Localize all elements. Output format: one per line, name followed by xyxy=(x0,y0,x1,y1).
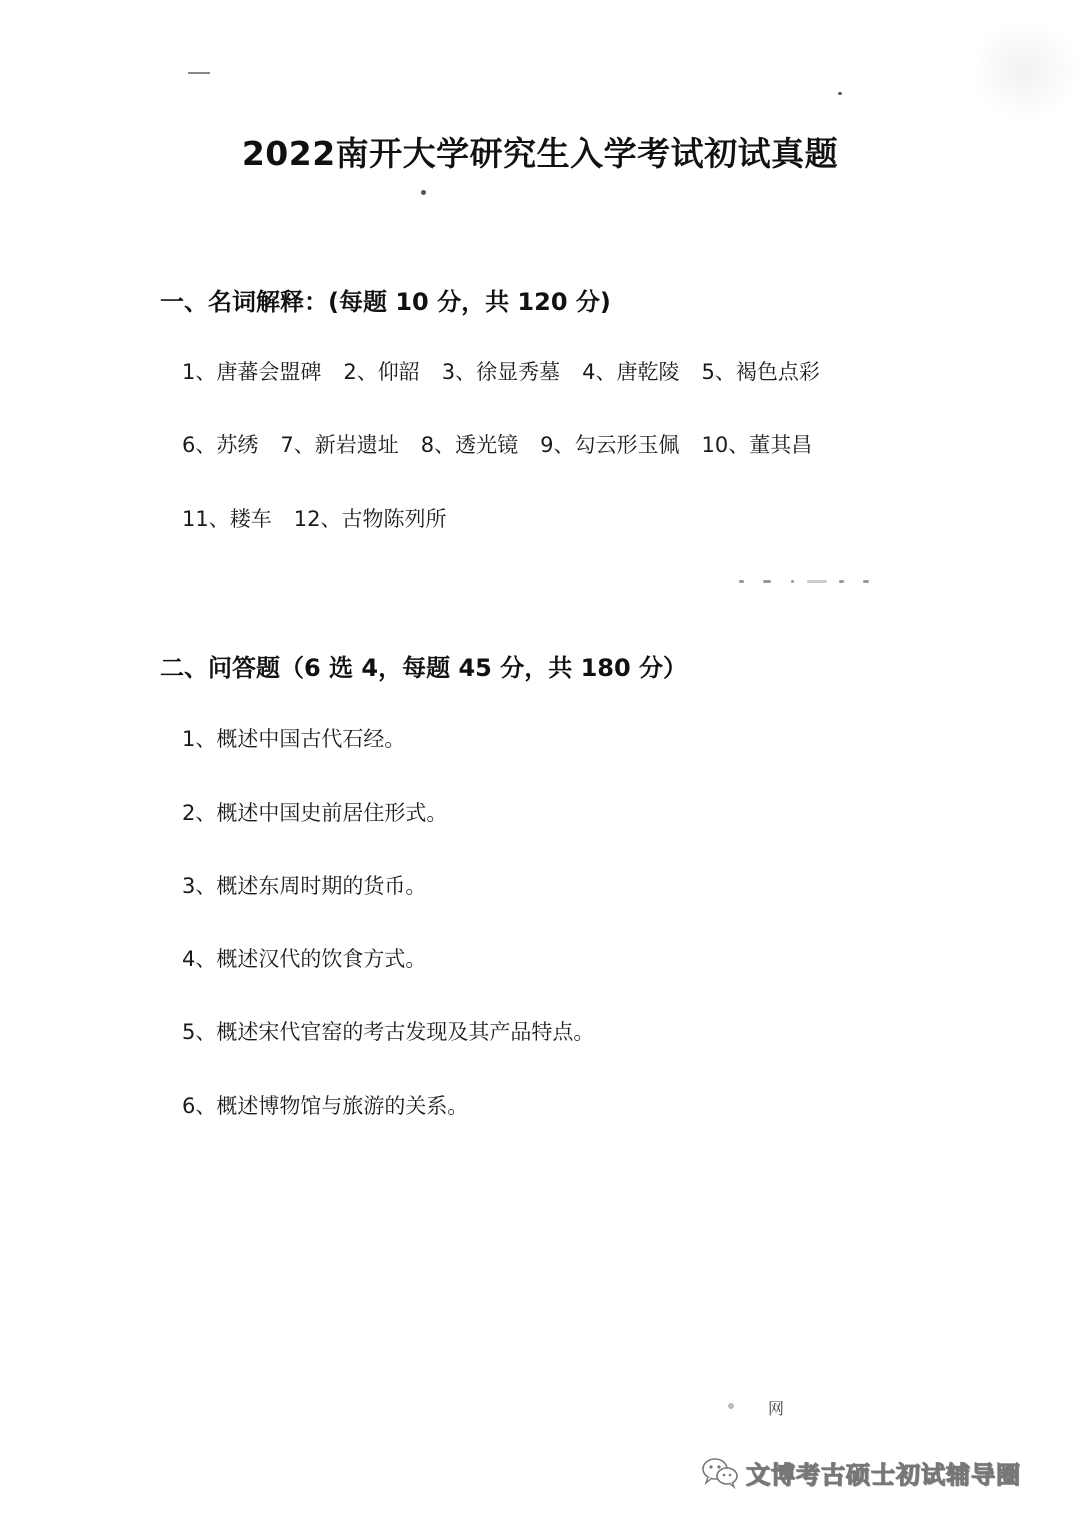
footer-fragment: 网 xyxy=(768,1399,785,1418)
term-item: 11、耧车 xyxy=(182,507,272,531)
term-item: 4、唐乾陵 xyxy=(582,360,680,384)
question-item: 5、概述宋代官窑的考古发现及其产品特点。 xyxy=(182,1020,595,1044)
question-item: 3、概述东周时期的货币。 xyxy=(182,874,427,898)
term-item: 10、董其昌 xyxy=(701,433,813,457)
exam-title: 2022南开大学研究生入学考试初试真题 xyxy=(241,134,839,173)
question-item: 2、概述中国史前居住形式。 xyxy=(182,801,448,825)
watermark xyxy=(700,1452,1021,1492)
scan-shadow xyxy=(970,20,1080,120)
question-item: 1、概述中国古代石经。 xyxy=(182,727,406,751)
term-item: 1、唐蕃会盟碑 xyxy=(182,360,322,384)
term-row xyxy=(182,356,842,386)
term-item: 3、徐显秀墓 xyxy=(441,360,561,384)
question-item: 4、概述汉代的饮食方式。 xyxy=(182,947,427,971)
term-item: 8、透光镜 xyxy=(420,433,519,457)
term-item: 2、仰韶 xyxy=(343,360,420,384)
scan-speck xyxy=(728,1403,734,1409)
question-item: 6、概述博物馆与旅游的关系。 xyxy=(182,1094,469,1118)
term-row xyxy=(182,503,468,533)
wechat-icon xyxy=(700,1455,740,1489)
scan-speck xyxy=(838,92,842,95)
scan-noise xyxy=(735,575,880,589)
scan-speck xyxy=(421,190,426,195)
term-item: 6、苏绣 xyxy=(182,433,259,457)
term-row xyxy=(182,429,834,459)
term-item: 12、古物陈列所 xyxy=(293,507,447,531)
term-item: 7、新岩遗址 xyxy=(280,433,399,457)
section-1-heading: 一、名词解释：(每题 10 分，共 120 分) xyxy=(160,288,611,316)
term-item: 5、褐色点彩 xyxy=(701,360,820,384)
scan-mark xyxy=(188,72,210,74)
term-item: 9、勾云形玉佩 xyxy=(540,433,680,457)
section-2-heading: 二、问答题（6 选 4，每题 45 分，共 180 分） xyxy=(160,654,688,682)
watermark-text: 文博考古硕士初试辅导圈 xyxy=(746,1460,1021,1489)
